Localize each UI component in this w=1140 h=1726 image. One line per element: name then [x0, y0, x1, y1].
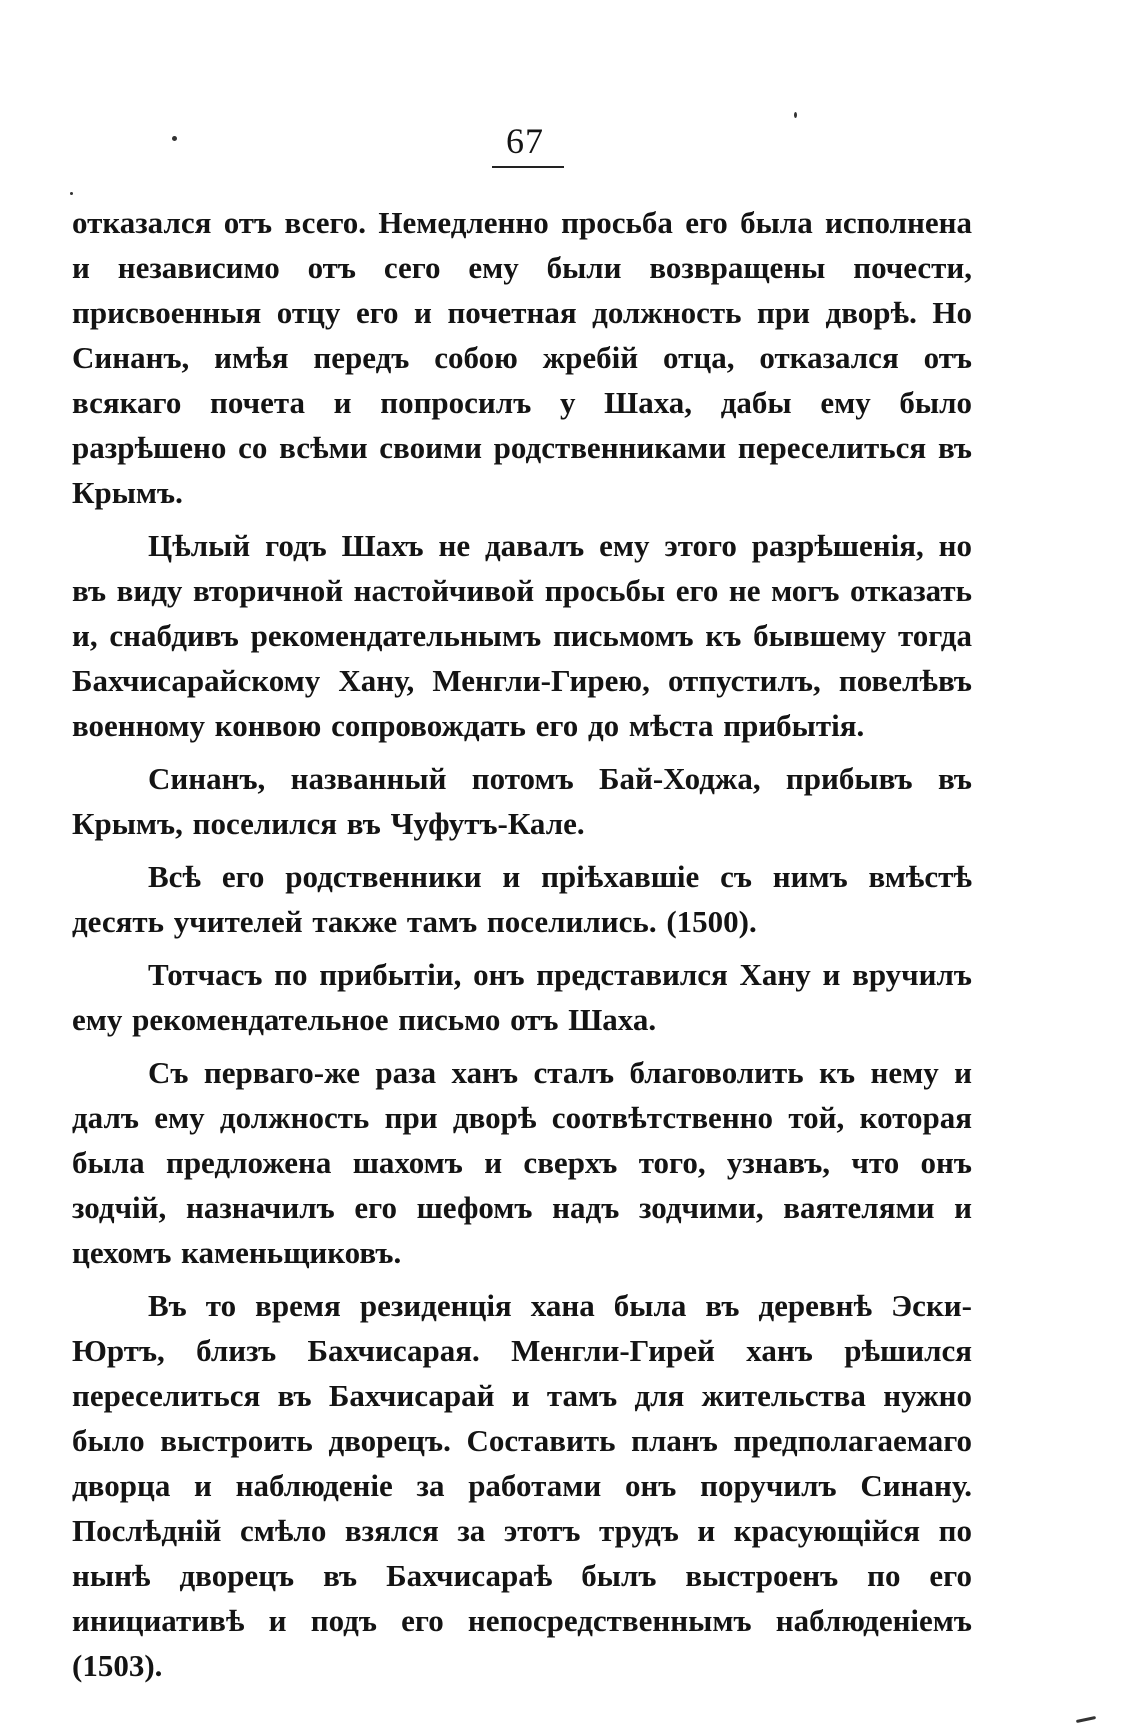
ink-speck [70, 192, 73, 195]
paragraph: Синанъ, названный потомъ Бай-Ходжа, прибывъ въ Крымъ, поселился въ Чуфутъ-Кале. [72, 761, 972, 841]
page-number: 67 [506, 121, 544, 161]
ink-speck [1076, 1716, 1096, 1723]
ink-speck [794, 112, 797, 118]
paragraph: Цѣлый годъ Шахъ не давалъ ему этого разрѣшенія, но въ виду вторичной настойчивой просьбы его не могъ отказать и, снабдивъ рекомендательнымъ письмомъ къ бывшему тогда Бахчисарайскому Хану, Менгли-Гирею, отпустилъ, повелѣвъ военному конвою сопровождать его до мѣста прибытія. [72, 528, 972, 743]
paragraph: отказался отъ всего. Немедленно просьба его была исполнена и независимо отъ сего ему были возвращены почести, присвоенныя отцу его и почетная должность при дворѣ. Но Синанъ, имѣя передъ собою жребій отца, отказался отъ всякаго почета и попросилъ у Шаха, дабы ему было разрѣшено со всѣми своими родственниками переселиться въ Крымъ. [72, 205, 972, 510]
paragraph: Въ то время резиденція хана была въ деревнѣ Эски-Юртъ, близъ Бахчисарая. Менгли-Гирей ханъ рѣшился переселиться въ Бахчисарай и тамъ для жительства нужно было выстроить дворецъ. Составить планъ предполагаемаго дворца и наблюденіе за работами онъ поручилъ Синану. Послѣдній смѣло взялся за этотъ трудъ и красующійся по нынѣ дворецъ въ Бахчисараѣ былъ выстроенъ по его инициативѣ и подъ его непосредственнымъ наблюденіемъ (1503). [72, 1288, 972, 1683]
page-text [72, 200, 972, 1696]
paragraph: Съ перваго-же раза ханъ сталъ благоволить къ нему и далъ ему должность при дворѣ соотвѣтственно той, которая была предложена шахомъ и сверхъ того, узнавъ, что онъ зодчій, назначилъ его шефомъ надъ зодчими, ваятелями и цехомъ каменьщиковъ. [72, 1055, 972, 1270]
paragraph: Всѣ его родственники и пріѣхавшіе съ нимъ вмѣстѣ десять учителей также тамъ поселились. (1500). [72, 859, 972, 939]
ink-dot [172, 136, 177, 141]
paragraph: Тотчасъ по прибытіи, онъ представился Хану и вручилъ ему рекомендательное письмо отъ Шаха. [72, 957, 972, 1037]
page-number-rule [492, 166, 564, 168]
